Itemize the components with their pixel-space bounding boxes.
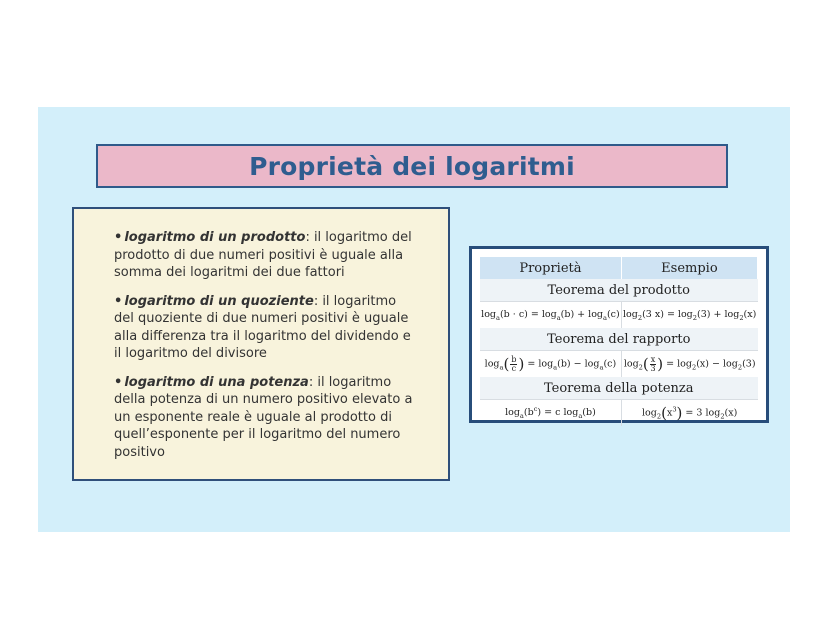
section-title: Teorema del rapporto <box>480 328 758 351</box>
bullet-text: : il logaritmo del prodotto di due numeri positivi è uguale alla somma dei logaritmi dei due fattori <box>114 230 412 280</box>
bullet-text: : il logaritmo della potenza di un numero positivo elevato a un esponente reale è uguale al prodotto di quell’esponente per il logaritmo del numero positivo <box>114 374 413 460</box>
formula-power: $\log_a(b^c) = c$ $\log_a(b)$ <box>480 400 621 427</box>
bullet-term: logaritmo di una potenza <box>124 374 309 390</box>
header-proprieta: Proprietà <box>480 257 621 279</box>
example-product: $\log_2(3$ $x) = \log_2(3) + \log_2(x)$ <box>621 302 757 329</box>
list-item <box>114 293 418 363</box>
formula-product: $\log_a(b \cdot c) = \log_a(b) + \log_a(c)$ <box>480 302 621 329</box>
table-section-row <box>480 328 758 351</box>
table-row <box>480 351 758 378</box>
formula-quotient: $\log_a$( $\frac{b}{c}$ ) = $\log_a(b) - \log_a(c)$ <box>480 351 621 378</box>
table-header-row <box>480 257 758 279</box>
bullet-list <box>74 209 448 461</box>
header-esempio: Esempio <box>621 257 757 279</box>
table-row <box>480 302 758 329</box>
table-row <box>480 400 758 427</box>
bullet-text: : il logaritmo del quoziente di due numeri positivi è uguale alla differenza tra il logaritmo del dividendo e il logaritmo del divisore <box>114 293 411 361</box>
properties-table-image <box>469 246 769 423</box>
table-section-row <box>480 279 758 302</box>
properties-table <box>480 257 758 426</box>
list-item <box>114 374 418 462</box>
bullet-icon: • <box>114 374 123 390</box>
list-item <box>114 229 418 282</box>
example-quotient: $\log_2$( $\frac{x}{3}$ ) = $\log_2(x) - \log_2(3)$ <box>621 351 757 378</box>
bullet-term: logaritmo di un quoziente <box>124 293 314 309</box>
example-power: $\log_2(x^3) = 3$ $\log_2(x)$ <box>621 400 757 427</box>
bullet-icon: • <box>114 230 123 245</box>
table-section-row <box>480 377 758 400</box>
text-box <box>72 207 450 481</box>
section-title: Teorema della potenza <box>480 377 758 400</box>
section-title: Teorema del prodotto <box>480 279 758 302</box>
page-title: Proprietà dei logaritmi <box>249 151 575 181</box>
bullet-icon: • <box>114 293 123 309</box>
slide <box>38 107 790 532</box>
bullet-term: logaritmo di un prodotto <box>124 230 306 245</box>
title-box <box>96 144 728 188</box>
